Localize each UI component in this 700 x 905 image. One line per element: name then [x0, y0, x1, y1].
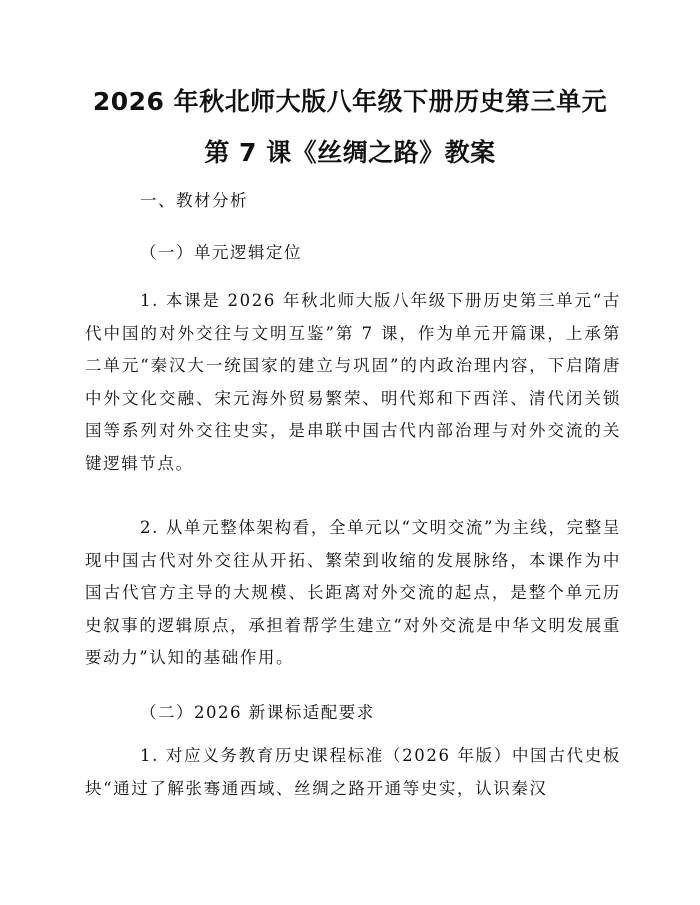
document-title-line-2: 第 7 课《丝绸之路》教案 — [204, 138, 496, 167]
section-heading-teaching-material-analysis: 一、教材分析 — [140, 191, 248, 210]
paragraph-unit-position: 1. 本课是 2026 年秋北师大版八年级下册历史第三单元“古代中国的对外交往与文明互鉴”第 7 课，作为单元开篇课，上承第二单元“秦汉大一统国家的建立与巩固”的内政治理内容，下启隋唐中外文化交融、宋元海外贸易繁荣、明代郑和下西洋、清代闭关锁国等系列对外交往史实，是串联中国古代内部治理与对外交流的关键逻辑节点。 — [85, 291, 621, 473]
document-title-line-1: 2026 年秋北师大版八年级下册历史第三单元 — [92, 87, 608, 116]
subsection-heading-unit-logic: （一）单元逻辑定位 — [140, 243, 302, 262]
paragraph-unit-structure: 2. 从单元整体架构看，全单元以“文明交流”为主线，完整呈现中国古代对外交往从开拓、繁荣到收缩的发展脉络，本课作为中国古代官方主导的大规模、长距离对外交流的起点，是整个单元历史叙事的逻辑原点，承担着帮学生建立“对外交流是中华文明发展重要动力”认知的基础作用。 — [85, 518, 621, 667]
subsection-heading-curriculum-standard: （二）2026 新课标适配要求 — [140, 703, 375, 722]
paragraph-curriculum-standard: 1. 对应义务教育历史课程标准（2026 年版）中国古代史板块“通过了解张骞通西域、丝绸之路开通等史实，认识秦汉 — [85, 746, 621, 798]
